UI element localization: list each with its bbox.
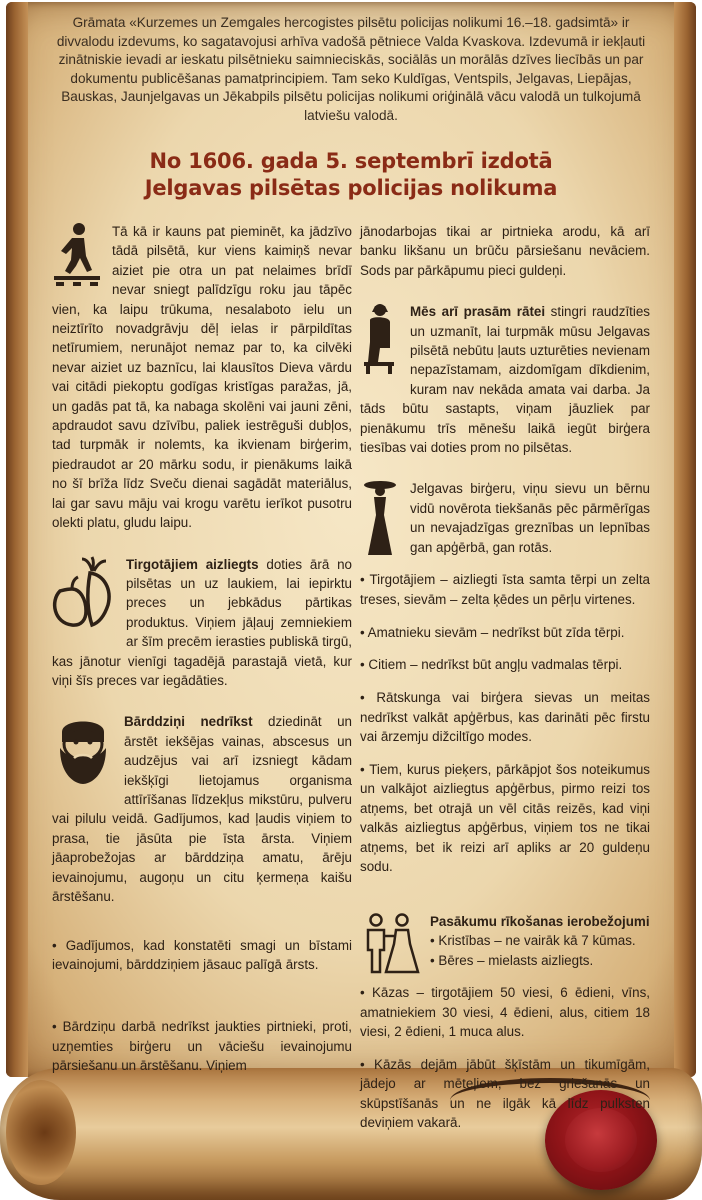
left-column <box>52 222 352 1089</box>
thinking-man-icon <box>360 302 400 376</box>
council-title: Mēs arī prasām rātei <box>410 304 546 320</box>
events-bullet-christening: • Kristības – ne vairāk kā 7 kūmas. <box>430 933 636 949</box>
headline <box>40 148 662 202</box>
bearded-man-icon <box>52 712 114 786</box>
paragraph-planks-text: Tā kā ir kauns pat pieminēt, ka jādzīvo tādā pilsētā, kur viens kaimiņš nevar aiziet pie otra un pat nelaimes brīdī nevar sniegt palīdzīgu roku jau tāpēc vien, ka laipu trūkuma, nesalaboto ielu un neiztīrīto novadgrāvju dēļ ielas ir pārpildītas netīrumiem, nerunājot nemaz par to, ka cilvēki nevar aiziet uz baznīcu, lai klausītos Dieva vārdu vai citādi piekoptu godīgas kristīgas paražas, jā, un gadās pat tā, ka nabaga skolēni vai jauni zēni, apdraudot savu dzīvību, paliek iestrēguši dubļos, tad turpmāk ir nolemts, ka ikvienam birģerim, piedraudot ar 20 mārku sodu, ir pienākums laikā no šī brīža līdz Sveču dienai sagādāt materiālus, lai gar savu māju vai krogu varētu ierīkot pusotru olekti platu, gludu laipu. <box>52 224 352 531</box>
paragraph-merchants <box>52 555 352 691</box>
barbers-bullet-1: • Gadījumos, kad konstatēti smagi un bīstami ievainojumi, bārddziņiem jāsauc palīgā ārsts. <box>52 937 352 973</box>
luxury-bullet-council: • Rātskunga vai birģera sievas un meitas nedrīkst valkāt apģērbus, kas darināti pēc firstu vai ārzemju dižciltīgo modes. <box>360 690 650 745</box>
events-bullet-dances: • Kāzās dejām jābūt šķīstām un tikumīgām, jādejo ar mēteļiem, bez griešanās un skūpstīšanās un ne ilgāk kā līdz pulksten deviņiem vakarā. <box>360 1056 650 1131</box>
intro-text: Grāmata «Kurzemes un Zemgales hercogistes pilsētu policijas nolikumi 16.–18. gadsimtā» ir divvalodu izdevums, ko sagatavojusi arhīva vadošā pētniece Valda Kvaskova. Izdevumā ir iekļauti zinātniskie ievadi ar ieskatu pilsētnieku saimnieciskās, sociālās un morālās dzīves liecībās un par dokumentu publicēšanas pamatprincipiem. Tam seko Kuldīgas, Ventspils, Jelgavas, Liepājas, Bauskas, Jaunjelgavas un Jēkabpils pilsētu policijas nolikumi oriģinālā vācu valodā un tulkojumā latviešu valodā. <box>56 15 646 123</box>
walking-plank-icon <box>52 222 102 288</box>
paragraph-luxury <box>360 479 650 557</box>
merchants-title: Tirgotājiem aizliegts <box>126 556 259 572</box>
paragraph-bathers-continued: jānodarbojas tikai ar pirtnieka arodu, kā arī banku likšanu un brūču pārsiešanu nevāciem. Sods par pārkāpumu pieci guldeņi. <box>360 224 650 278</box>
luxury-bullet-penalty: • Tiem, kurus pieķers, pārkāpjot šos noteikumus un valkājot aizliegtus apģērbus, pirmo reizi tos atņems, bet otrajā un vēl citās reizēs, kad viņi valkās aizliegtus apģērbus, viņiem tos ne tikai atņems, bet ik reizi arī apliks ar 20 guldeņu sodu. <box>360 761 650 874</box>
luxury-text: Jelgavas birģeru, viņu sievu un bērnu vidū novērota tiekšanās pēc pārmērīgas un nevajadzīgas greznības un lepnības gan apģērbā, gan rotās. <box>410 481 650 555</box>
paragraph-barbers <box>52 712 352 906</box>
lady-dress-icon <box>360 479 400 557</box>
barbers-text: dziedināt un ārstēt iekšējas vainas, abscesus un audzējus vai arī izsniegt kādam iekšķīgi lietojamus organisma attīrīšanas līdzekļus mikstūru, pulveru vai pilulu veidā. Gadījumos, kad ļaudis viņiem to prasa, tie jāsūta pie īsta ārsta. Viņiem jāaprobežojas ar bārddziņa amatu, ārēju ievainojumu, augoņu un citu ķermeņa kaišu ārstēšanu. <box>52 714 352 904</box>
luxury-bullet-others: • Citiem – nedrīkst būt angļu vadmalas tērpi. <box>360 657 623 673</box>
luxury-bullet-merchants: • Tirgotājiem – aizliegti īsta samta tērpi un zelta treses, sievām – zelta ķēdes un pērļu virtenes. <box>360 572 650 607</box>
council-text: stingri raudzīties un uzmanīt, lai turpmāk mūsu Jelgavas pilsētā nebūtu ļauts uzturēties nevienam nepazīstamam, aizdomīgam dīkdienim, kuram nav nekāda amata vai darba. Ja tāds būtu sastapts, viņam jāuzliek par pienākumu trīs mēnešu laikā iegūt birģera tiesības vai doties prom no pilsētas. <box>360 304 650 456</box>
paragraph-events <box>360 912 650 970</box>
barbers-bullet-2: • Bārdziņu darbā nedrīkst jaukties pirtnieki, proti, uzņemties birģeru un vāciešu ievainojumu pārsiešanu un ārstēšanu. Viņiem <box>52 1019 352 1074</box>
paragraph-planks <box>52 222 352 533</box>
merchants-text: doties ārā no pilsētas un uz laukiem, lai iepirktu preces un jebkādus pārtikas produktus. Viņiem jāļauj zemniekiem ar šīm precēm ierasties publiskā tirgū, kas jānotur vienīgi tagadējā parastajā vietā, kur viņi šīs preces var iegādāties. <box>52 556 352 688</box>
scroll-roll-end <box>6 1080 76 1185</box>
barbers-title: Bārddziņi nedrīkst <box>124 714 253 730</box>
events-bullet-wedding: • Kāzas – tirgotājiem 50 viesi, 6 ēdieni, vīns, amatniekiem 30 viesi, 4 ēdieni, alus, citiem 18 viesi, 2 ēdieni, 1 muca alus. <box>360 985 650 1040</box>
vegetables-icon <box>52 555 116 629</box>
luxury-bullet-craftsmen: • Amatnieku sievām – nedrīkst būt zīda tērpi. <box>360 624 625 640</box>
paragraph-council <box>360 302 650 457</box>
wedding-couple-icon <box>360 912 420 974</box>
right-column <box>360 222 650 1146</box>
headline-line-1: No 1606. gada 5. septembrī izdotā <box>149 149 553 173</box>
events-title: Pasākumu rīkošanas ierobežojumi <box>430 913 650 929</box>
headline-line-2: Jelgavas pilsētas policijas nolikuma <box>144 176 558 200</box>
events-bullet-funeral: • Bēres – mielasts aizliegts. <box>430 952 594 968</box>
